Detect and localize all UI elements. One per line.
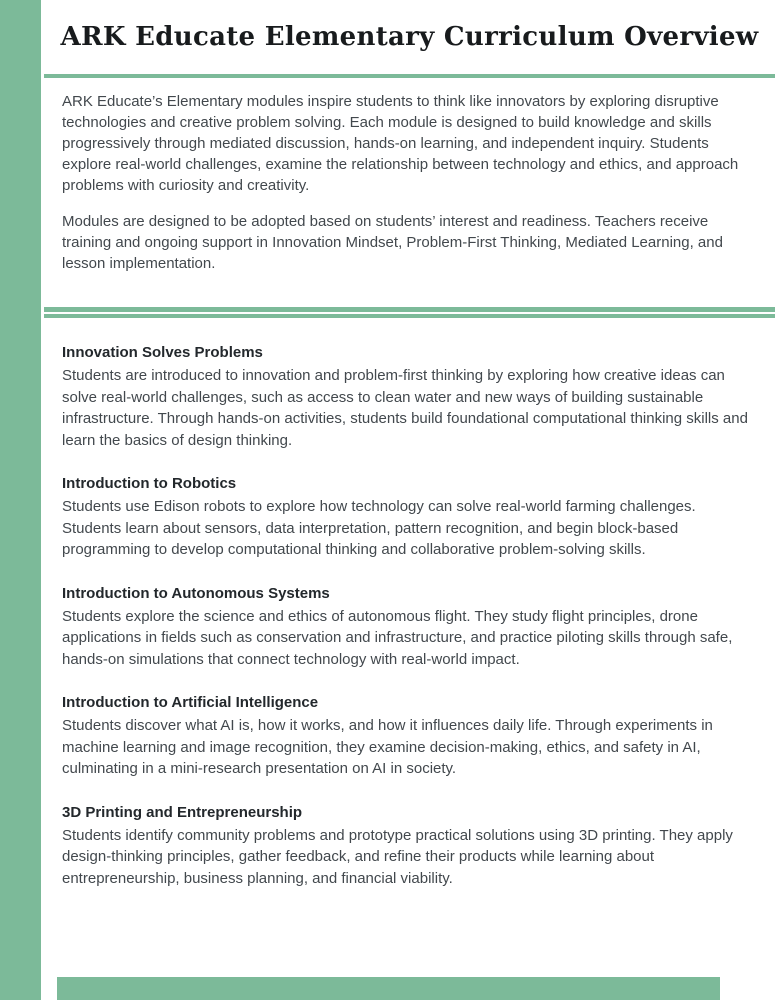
footer-accent-bar xyxy=(57,977,720,1000)
module-heading: Introduction to Artificial Intelligence xyxy=(62,694,319,711)
module-block xyxy=(62,342,753,451)
module-block xyxy=(62,692,753,780)
module-block xyxy=(62,473,753,561)
modules-section xyxy=(44,314,775,889)
left-accent-stripe xyxy=(0,0,41,1000)
module-block xyxy=(62,583,753,671)
module-body: Students discover what AI is, how it works, and how it influences daily life. Through experiments in machine learning and image recognition, they examine decision-making, ethics, and safety in AI, culminating in a mini-research presentation on AI in society. xyxy=(62,717,713,777)
module-body: Students explore the science and ethics of autonomous flight. They study flight principles, drone applications in fields such as conservation and infrastructure, and practice piloting skills through safe, hands-on simulations that connect technology with real-world impact. xyxy=(62,607,733,668)
document-header xyxy=(44,0,775,78)
intro-paragraph-1: ARK Educate’s Elementary modules inspire students to think like innovators by exploring disruptive technologies and creative problem solving. Each module is designed to build knowledge and skills progressively through mediated discussion, hands-on learning, and independent inquiry. Students explore real-world challenges, examine the relationship between technology and ethics, and approach problems with curiosity and creativity. xyxy=(62,93,739,194)
module-body: Students identify community problems and prototype practical solutions using 3D printing. They apply design-thinking principles, gather feedback, and refine their products while learning about entrepreneurship, business planning, and financial viability. xyxy=(62,826,733,887)
module-body: Students use Edison robots to explore how technology can solve real-world farming challenges. Students learn about sensors, data interpretation, pattern recognition, and begin block-based programming to develop computational thinking and collaborative problem-solving skills. xyxy=(62,498,696,558)
module-heading: 3D Printing and Entrepreneurship xyxy=(62,803,303,821)
module-block xyxy=(62,802,753,890)
module-body: Students are introduced to innovation and problem-first thinking by exploring how creative ideas can solve real-world challenges, such as access to clean water and new ways of building sustainable infrastructure. Through hands-on activities, students build foundational computational thinking skills and learn the basics of design thinking. xyxy=(62,367,748,449)
intro-section xyxy=(44,78,775,312)
module-heading: Introduction to Autonomous Systems xyxy=(62,584,330,602)
page-container xyxy=(44,0,775,1000)
module-heading: Introduction to Robotics xyxy=(62,475,237,492)
page-title: ARK Educate Elementary Curriculum Overview xyxy=(60,22,759,52)
intro-paragraph-2: Modules are designed to be adopted based on students’ interest and readiness. Teachers receive training and ongoing support in Innovation Mindset, Problem-First Thinking, Mediated Learning, and lesson implementation. xyxy=(62,213,723,272)
module-heading: Innovation Solves Problems xyxy=(62,344,263,361)
